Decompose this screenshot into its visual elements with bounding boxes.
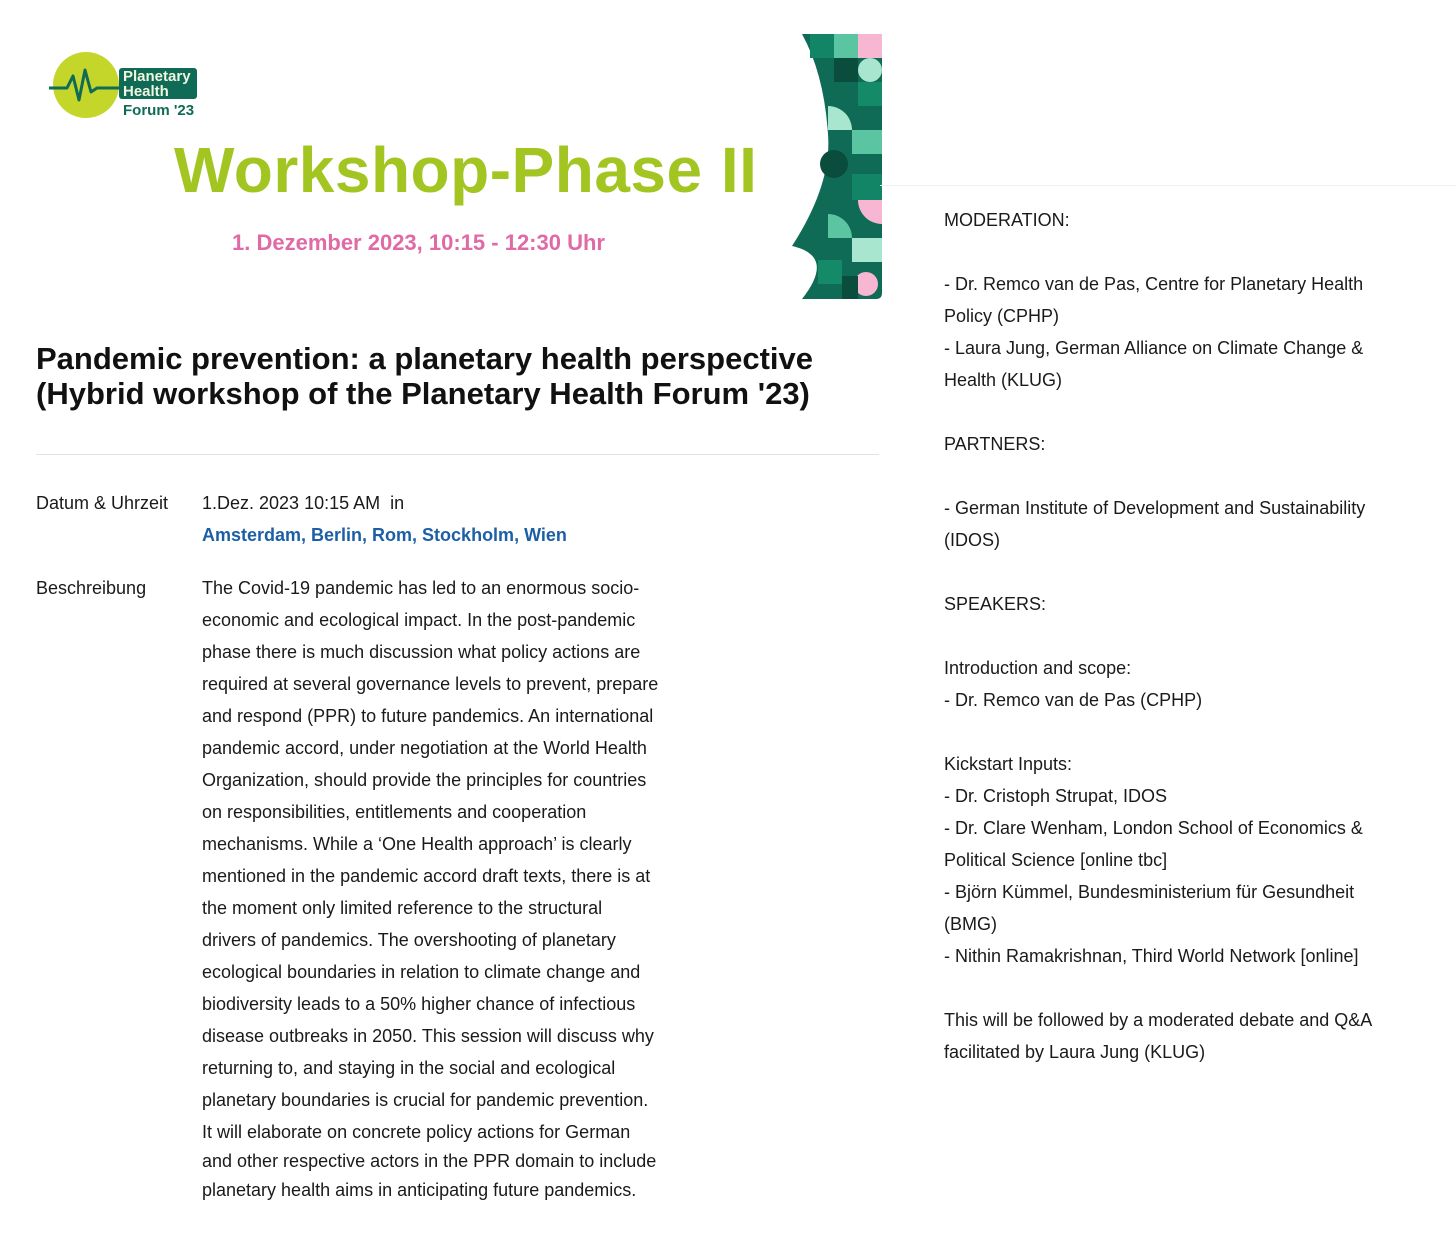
description-line: The Covid-19 pandemic has led to an enormous socio- bbox=[202, 578, 640, 598]
logo-line-3: Forum '23 bbox=[123, 102, 195, 119]
decorative-pattern bbox=[788, 34, 882, 299]
description-line: on responsibilities, entitlements and cooperation bbox=[202, 802, 587, 822]
description-line: mentioned in the pandemic accord draft texts, there is at bbox=[202, 866, 651, 886]
location-line bbox=[202, 519, 567, 551]
moderation-line: - Laura Jung, German Alliance on Climate Change & bbox=[944, 338, 1364, 358]
moderation-line: Policy (CPHP) bbox=[944, 306, 1060, 326]
description-line: ecological boundaries in relation to climate change and bbox=[202, 962, 641, 982]
description-line: phase there is much discussion what policy actions are bbox=[202, 642, 641, 662]
kickstart-line: Political Science [online tbc] bbox=[944, 850, 1168, 870]
datetime-label: Datum & Uhrzeit bbox=[36, 493, 169, 513]
description-line: returning to, and staying in the social and ecological bbox=[202, 1058, 616, 1078]
event-banner bbox=[36, 34, 882, 299]
closing-line: facilitated by Laura Jung (KLUG) bbox=[944, 1042, 1206, 1062]
partners-line: (IDOS) bbox=[944, 530, 1000, 550]
heartbeat-icon bbox=[49, 66, 129, 106]
description-line: pandemic accord, under negotiation at the World Health bbox=[202, 738, 647, 758]
partners-line: - German Institute of Development and Sustainability bbox=[944, 498, 1366, 518]
moderation-line: Health (KLUG) bbox=[944, 370, 1063, 390]
description-line: mechanisms. While a ‘One Health approach’ is clearly bbox=[202, 834, 632, 854]
description-line: biodiversity leads to a 50% higher chance of infectious bbox=[202, 994, 636, 1014]
banner-date: 1. Dezember 2023, 10:15 - 12:30 Uhr bbox=[232, 230, 605, 255]
kickstart-line: (BMG) bbox=[944, 914, 997, 934]
logo-line-2: Health bbox=[123, 83, 169, 100]
moderation-line: - Dr. Remco van de Pas, Centre for Planetary Health bbox=[944, 274, 1364, 294]
description-line: disease outbreaks in 2050. This session will discuss why bbox=[202, 1026, 654, 1046]
logo-wordmark bbox=[119, 68, 197, 99]
description-line: and respond (PPR) to future pandemics. An international bbox=[202, 706, 654, 726]
description-line: drivers of pandemics. The overshooting of planetary bbox=[202, 930, 616, 950]
description-line: planetary boundaries is crucial for pandemic prevention. bbox=[202, 1090, 649, 1110]
kickstart-line: - Dr. Clare Wenham, London School of Economics & bbox=[944, 818, 1363, 838]
event-title-line-2: (Hybrid workshop of the Planetary Health Forum '23) bbox=[36, 376, 810, 411]
intro-heading: Introduction and scope: bbox=[944, 658, 1132, 678]
logo-line-1: Planetary bbox=[123, 68, 191, 85]
description-label: Beschreibung bbox=[36, 578, 147, 598]
divider bbox=[880, 185, 1456, 186]
description-line: planetary health aims in anticipating future pandemics. bbox=[202, 1180, 637, 1200]
event-title-line-1: Pandemic prevention: a planetary health perspective bbox=[36, 341, 813, 376]
datetime-value: 1.Dez. 2023 10:15 AM in bbox=[202, 493, 405, 513]
kickstart-line: - Nithin Ramakrishnan, Third World Network [online] bbox=[944, 946, 1359, 966]
planetary-health-forum-logo bbox=[53, 52, 213, 118]
description-line: Organization, should provide the principles for countries bbox=[202, 770, 647, 790]
closing-line: This will be followed by a moderated debate and Q&A bbox=[944, 1010, 1373, 1030]
kickstart-line: - Dr. Cristoph Strupat, IDOS bbox=[944, 786, 1168, 806]
intro-line: - Dr. Remco van de Pas (CPHP) bbox=[944, 690, 1203, 710]
description-text bbox=[202, 572, 658, 1206]
description-line: the moment only limited reference to the structural bbox=[202, 898, 603, 918]
kickstart-heading: Kickstart Inputs: bbox=[944, 754, 1073, 774]
kickstart-line: - Björn Kümmel, Bundesministerium für Gesundheit bbox=[944, 882, 1355, 902]
description-line: It will elaborate on concrete policy actions for German bbox=[202, 1122, 631, 1142]
partners-heading: PARTNERS: bbox=[944, 434, 1046, 454]
event-title bbox=[36, 341, 876, 411]
moderation-heading: MODERATION: bbox=[944, 210, 1070, 230]
description-line: economic and ecological impact. In the post-pandemic bbox=[202, 610, 636, 630]
divider bbox=[36, 454, 879, 455]
speakers-heading: SPEAKERS: bbox=[944, 594, 1047, 614]
banner-title: Workshop-Phase II bbox=[174, 134, 758, 206]
description-line: required at several governance levels to prevent, prepare bbox=[202, 674, 659, 694]
locations-link[interactable]: Amsterdam, Berlin, Rom, Stockholm, Wien bbox=[202, 525, 567, 545]
description-line: and other respective actors in the PPR domain to include bbox=[202, 1151, 657, 1171]
event-details bbox=[944, 204, 1414, 1068]
